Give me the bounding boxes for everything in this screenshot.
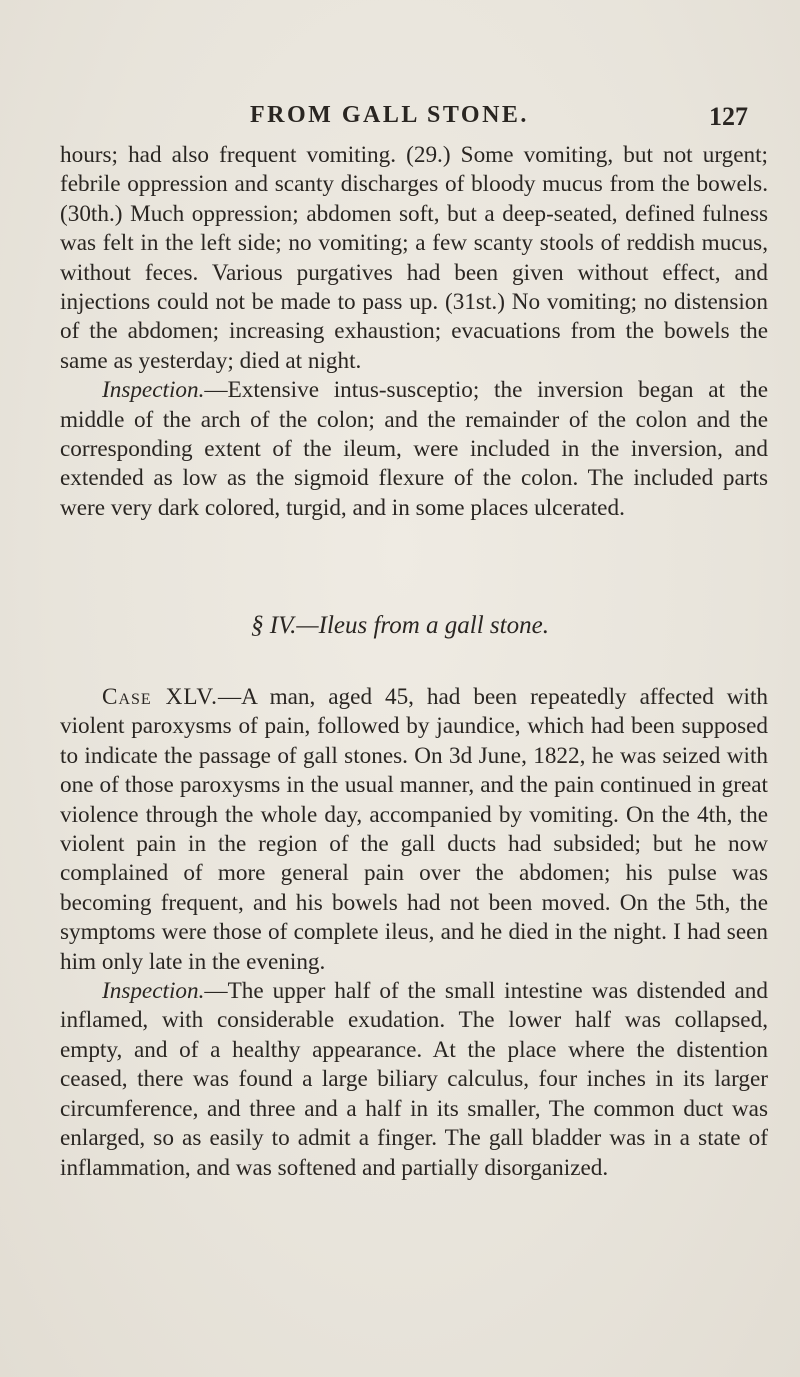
previous-case-text bbox=[60, 141, 768, 523]
section-number: § IV. bbox=[251, 612, 297, 639]
running-head bbox=[0, 102, 800, 142]
case-inspection-paragraph bbox=[60, 977, 768, 1183]
case-text bbox=[60, 683, 768, 1183]
running-title: FROM GALL STONE. bbox=[250, 102, 529, 128]
case-inspection-label: Inspection. bbox=[102, 978, 205, 1005]
case-paragraph bbox=[60, 683, 768, 977]
section-title: —Ileus from a gall stone. bbox=[296, 612, 549, 639]
case-inspection-text: —The upper half of the small intestine was distended and inflamed, with considerable exudation. The lower half was collapsed, empty, and of a healthy appearance. At the place where the distention ceased, there was found a large biliary calculus, four inches in its larger circumference, and three and a half in its smaller, The common duct was enlarged, so as easily to admit a finger. The gall bladder was in a state of inflammation, and was softened and partially disorganized. bbox=[60, 978, 768, 1181]
previous-case-inspection-paragraph bbox=[60, 376, 768, 523]
previous-case-paragraph: hours; had also frequent vomiting. (29.) Some vomiting, but not urgent; febrile oppression and scanty discharges of bloody mucus from the bowels. (30th.) Much oppression; abdomen soft, but a deep-seated, defined fulness was felt in the left side; no vomiting; a few scanty stools of reddish mucus, without feces. Various purgatives had been given without effect, and injections could not be made to pass up. (31st.) No vomiting; no distension of the abdomen; increasing exhaustion; evacuations from the bowels the same as yesterday; died at night. bbox=[60, 142, 768, 374]
page-number: 127 bbox=[709, 102, 748, 131]
case-label: Case XLV. bbox=[102, 684, 218, 710]
inspection-label: Inspection. bbox=[102, 377, 205, 404]
case-narrative: —A man, aged 45, had been repeatedly affected with violent paroxysms of pain, followed by jaundice, which had been supposed to indicate the passage of gall stones. On 3d June, 1822, he was seized with one of those paroxysms in the usual manner, and the pain continued in great violence through the whole day, accompanied by vomiting. On the 4th, the violent pain in the region of the gall ducts had subsided; but he now complained of more general pain over the abdomen; his pulse was becoming frequent, and his bowels had not been moved. On the 5th, the symptoms were those of complete ileus, and he died in the night. I had seen him only late in the evening. bbox=[60, 684, 768, 975]
section-heading bbox=[0, 612, 800, 640]
inspection-text: —Extensive intus-susceptio; the inversion began at the middle of the arch of the colon; and the remainder of the colon and the corresponding extent of the ileum, were included in the inversion, and extended as low as the sigmoid flexure of the colon. The included parts were very dark colored, turgid, and in some places ulcerated. bbox=[60, 377, 768, 521]
